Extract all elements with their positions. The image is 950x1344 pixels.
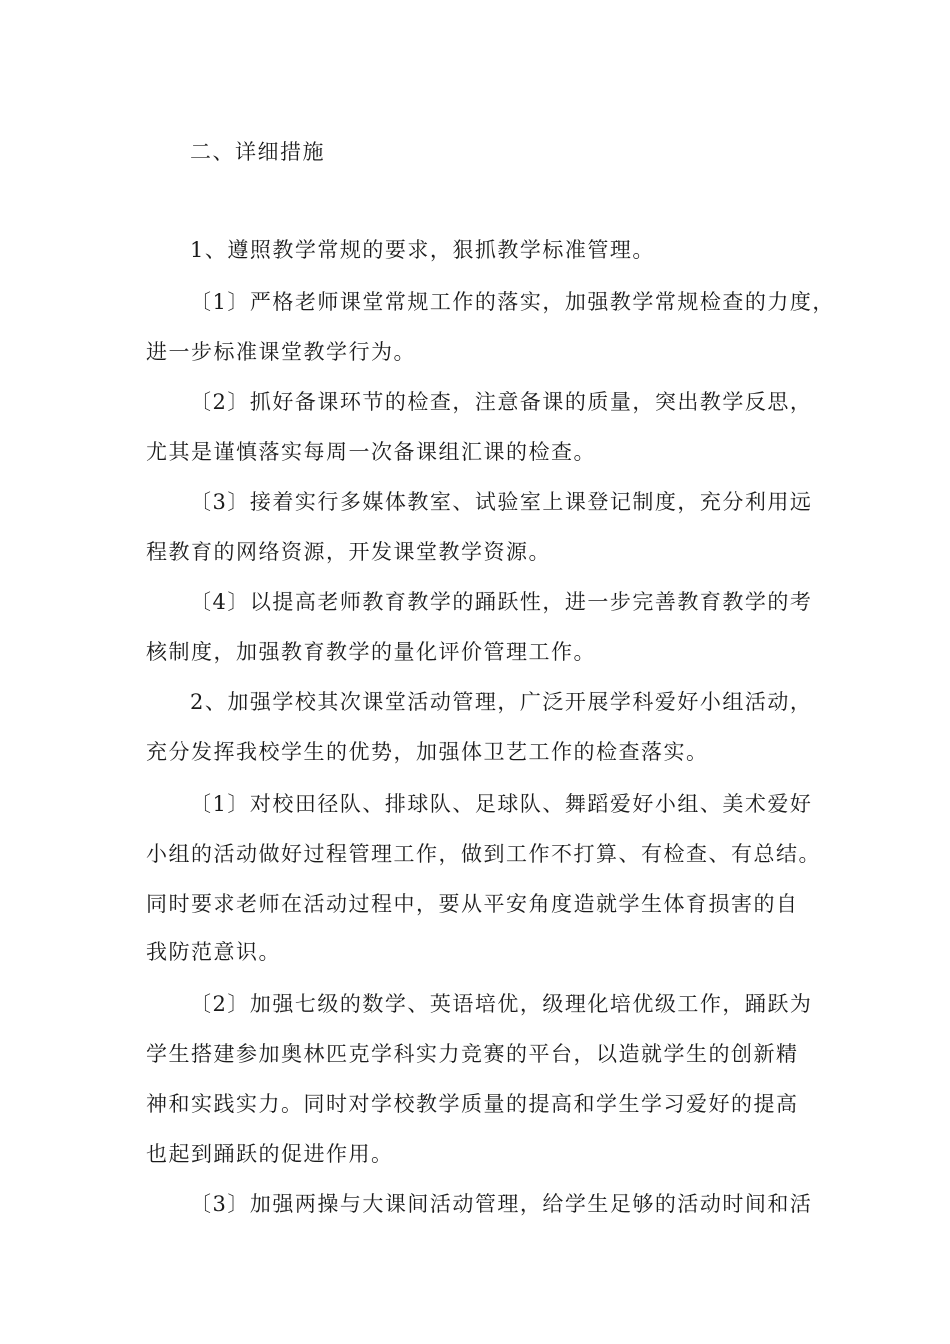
paragraph-line: 〔2〕加强七级的数学、英语培优，级理化培优级工作，踊跃为	[190, 992, 813, 1016]
paragraph-line: 进一步标准课堂教学行为。	[146, 340, 416, 364]
paragraph-line: 尤其是谨慎落实每周一次备课组汇课的检查。	[146, 440, 596, 464]
paragraph-line: 〔1〕对校田径队、排球队、足球队、舞蹈爱好小组、美术爱好	[190, 792, 813, 816]
paragraph-line: 也起到踊跃的促进作用。	[146, 1142, 394, 1166]
paragraph-line: 核制度，加强教育教学的量化评价管理工作。	[146, 640, 596, 664]
paragraph-line: 程教育的网络资源，开发课堂教学资源。	[146, 540, 551, 564]
paragraph-line: 〔3〕加强两操与大课间活动管理，给学生足够的活动时间和活	[190, 1192, 813, 1216]
paragraph-line: 神和实践实力。同时对学校教学质量的提高和学生学习爱好的提高	[146, 1092, 799, 1116]
paragraph-line: 充分发挥我校学生的优势，加强体卫艺工作的检查落实。	[146, 740, 709, 764]
paragraph-line: 学生搭建参加奥林匹克学科实力竞赛的平台，以造就学生的创新精	[146, 1042, 799, 1066]
paragraph-line: 〔4〕以提高老师教育教学的踊跃性，进一步完善教育教学的考	[190, 590, 813, 614]
paragraph-line: 小组的活动做好过程管理工作，做到工作不打算、有检查、有总结。	[146, 842, 821, 866]
paragraph-line: 〔1〕严格老师课堂常规工作的落实，加强教学常规检查的力度，	[190, 290, 835, 314]
paragraph-line: 〔2〕抓好备课环节的检查，注意备课的质量，突出教学反思，	[190, 390, 813, 414]
paragraph-line: 〔3〕接着实行多媒体教室、试验室上课登记制度，充分利用远	[190, 490, 813, 514]
section-heading: 二、详细措施	[190, 140, 325, 164]
paragraph-line: 我防范意识。	[146, 940, 281, 964]
paragraph-line: 1、遵照教学常规的要求，狠抓教学标准管理。	[190, 238, 655, 262]
paragraph-line: 2、加强学校其次课堂活动管理，广泛开展学科爱好小组活动，	[190, 690, 813, 714]
paragraph-line: 同时要求老师在活动过程中，要从平安角度造就学生体育损害的自	[146, 892, 799, 916]
